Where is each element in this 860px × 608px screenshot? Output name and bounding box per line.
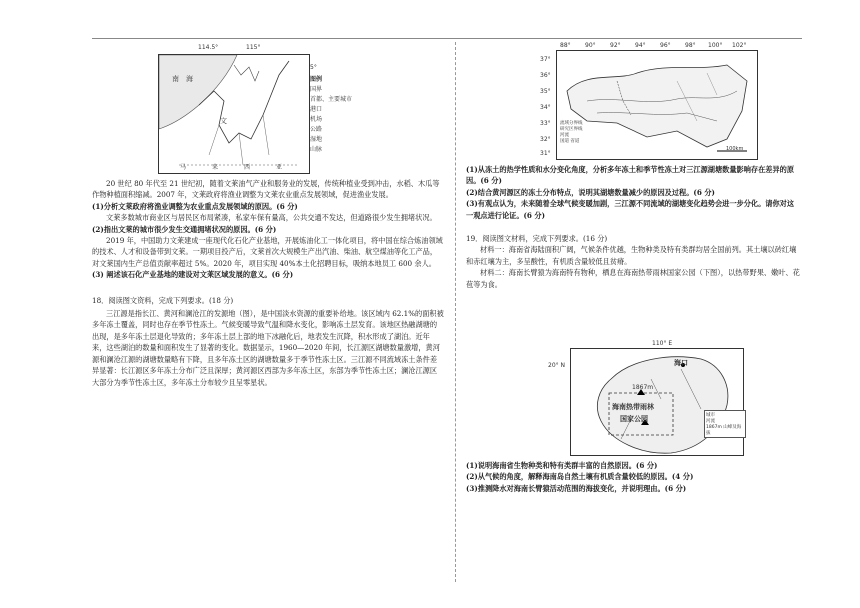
question: (2)结合黄河源区的冻土分布特点，说明其湖塘数量减少的原因及过程。(6 分)	[466, 187, 715, 197]
lon-label: 90°	[585, 42, 596, 49]
legend-item: 山脉	[310, 146, 323, 153]
question: (2)从气候的角度，解释海南岛自然土壤有机质含量较低的原因。(4 分)	[466, 472, 694, 482]
lon-label: 96°	[660, 42, 671, 49]
legend-item: 国界	[310, 86, 323, 93]
park-label: 海南热带雨林	[612, 403, 654, 411]
country-label: 西	[244, 164, 251, 171]
hainan-map	[548, 340, 748, 456]
lat-label: 36°	[540, 72, 551, 79]
legend-item: 湿地	[310, 136, 323, 143]
sanjiangyuan-legend	[560, 120, 620, 144]
lat-label: 37°	[540, 56, 551, 63]
country-label: 来	[212, 164, 219, 171]
legend-item: 港口	[310, 106, 323, 113]
legend-item: 国道 省道	[560, 139, 580, 144]
right-column	[466, 164, 801, 290]
lat-label: 33°	[540, 120, 551, 127]
city-label: 海口	[674, 359, 688, 367]
lon-label: 102°	[732, 42, 747, 49]
legend-item: 城市	[706, 413, 715, 418]
column-divider	[455, 42, 456, 582]
legend-item: 公路	[310, 126, 323, 133]
question: (1)分析文莱政府将渔业调整为农业重点发展领域的原因。(6 分)	[92, 201, 298, 211]
legend-item: 首都、主要城市	[310, 96, 353, 103]
question: (1)从冻土的热学性质和水分变化角度，分析多年冻土和季节性冻土对三江源湖塘数量影响存在差异的原因。(6 分)	[466, 165, 795, 186]
lat-label: 20° N	[548, 362, 566, 369]
brunei-map-drawing	[159, 55, 309, 173]
question: (3)推测降水对海南长臂猿活动范围的海拔变化，并说明理由。(6 分)	[466, 483, 687, 493]
country-label: 马	[180, 164, 187, 171]
hainan-legend	[704, 410, 746, 438]
lon-label: 110° E	[652, 340, 673, 347]
paragraph: 20 世纪 80 年代至 21 世纪初，随着文莱油气产业和服务业的发展，传统种植业受到冲击，水稻、木瓜等作物种植面积缩减。2007 年，文莱政府将渔业调整为文莱农业重点发展领域，促进渔业发展。	[92, 179, 440, 200]
lon-label: 100°	[708, 42, 723, 49]
hainan-map-frame	[570, 348, 744, 456]
legend-item: 流域分界线	[560, 121, 583, 126]
paragraph: 2019 年，中国助力文莱建成一座现代化石化产业基地，开展炼油化工一体化项目，将中国在综合炼油领域的技术、人才和设备带到文莱。一期项目投产后，文莱首次大规模生产出汽油、柴油、航空煤油等化工产品，对文莱国内生产总值贡献率超过 5%。2020 年，项目实现 40%本土化招聘目标，吸纳本地员工 600 余人。	[92, 236, 443, 268]
lon-label: 114.5°	[198, 44, 219, 51]
lat-label: 5°	[310, 64, 317, 71]
right-column-questions	[466, 460, 801, 494]
question: (3) 阐述该石化产业基地的建设对文莱区域发展的意义。(6 分)	[92, 270, 294, 280]
brunei-map	[150, 44, 320, 174]
lat-label: 31°	[540, 150, 551, 157]
question-heading: 19．阅读图文材料，完成下列要求。(16 分)	[466, 234, 608, 244]
paragraph: 材料二：海南长臂猿为海南特有物种，栖息在海南热带雨林国家公园（下图），以热带野果、嫩叶、花苞等为食。	[466, 268, 800, 289]
paragraph: 材料一：海南省海陆面积广阔，气候条件优越，生物种类及特有类群均居全国前列。其土壤以砖红壤和赤红壤为主，多呈酸性，有机质含量较低且贫瘠。	[466, 245, 797, 266]
lat-label: 35°	[540, 88, 551, 95]
region-label: 文	[220, 117, 227, 125]
question-heading: 18．阅读图文资料，完成下列要求。(18 分)	[92, 295, 234, 305]
question: (2)指出文莱的城市很少发生交通拥堵状况的原因。(6 分)	[92, 224, 277, 234]
lon-label: 92°	[610, 42, 621, 49]
lon-label: 98°	[685, 42, 696, 49]
lon-label: 115°	[246, 44, 261, 51]
question: (3)有观点认为，未来随着全球气候变暖加剧，三江源不同流域的湖塘变化趋势会进一步分化。请你对这一观点进行论证。(6 分)	[466, 199, 795, 220]
legend-item: 1867m 山峰及海拔	[706, 425, 742, 436]
header-rule	[92, 38, 802, 39]
park-label: 国家公园	[620, 415, 648, 423]
lat-label: 32°	[540, 136, 551, 143]
legend-item: 研究区界线	[560, 127, 583, 132]
sea-label: 南 海	[172, 75, 193, 83]
paragraph: 文莱多数城市商业区与居民区布局紧凑，私家车保有量高，公共交通不发达，但道路很少发生拥堵状况。	[106, 213, 437, 223]
legend-item: 河流	[560, 133, 569, 138]
legend-title: 图例	[310, 76, 323, 83]
lon-label: 94°	[635, 42, 646, 49]
scale-label: 100km	[726, 146, 744, 152]
brunei-map-frame	[158, 54, 310, 174]
question: (1)说明海南省生物种类和特有类群丰富的自然原因。(6 分)	[466, 461, 658, 470]
paragraph: 三江源是指长江、黄河和澜沧江的发源地（图），是中国淡水资源的重要补给地。该区域内 62.1%的面积被多年冻土覆盖，同时也存在季节性冻土。气候变暖导致气温和降水变化，影响冻土层发育。该地区热融湖塘的出现，是多年冻土层退化导致的；多年冻土层上部的地下冰融化后，地表发生沉降，积水形成了湖泊。近年来，这些湖泊的数量和面积发生了显著的变化。数据显示，1960—2020 年间，长江源区湖塘数量激增，黄河源和澜沧江源的湖塘数量略有下降，且多年冻土区的湖塘数量多于季节性冻土区。三江源不同流域冻土条件差异显著：长江源区多年冻土分布广泛且深厚；黄河源区西部为多年冻土区，东部为季节性冻土区；澜沧江源区大部分为季节性冻土区，多年冻土分布较少且呈零星状。	[92, 309, 444, 387]
peak-label: 1867m	[632, 384, 654, 391]
hainan-map-drawing	[571, 349, 743, 455]
sanjiangyuan-map	[540, 42, 760, 160]
left-column	[92, 178, 444, 388]
lon-label: 88°	[560, 42, 571, 49]
lat-label: 34°	[540, 104, 551, 111]
brunei-legend	[310, 74, 380, 153]
legend-item: 河流	[706, 419, 715, 424]
country-label: 亚	[276, 164, 283, 171]
legend-item: 机场	[310, 116, 323, 123]
